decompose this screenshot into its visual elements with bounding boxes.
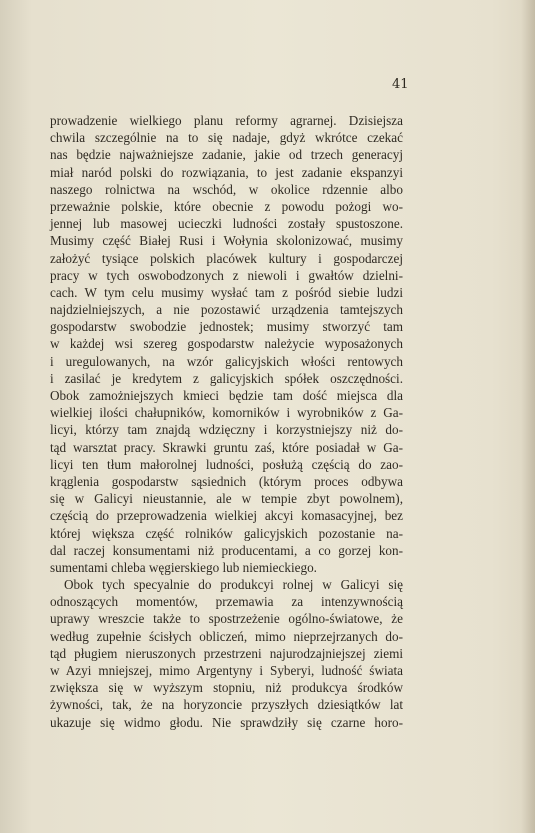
text-line: jennej lub masowej ucieczki ludności zostały spustoszone. <box>50 216 403 232</box>
text-line: gospodarstw swobodzie jednostek; musimy stworzyć tam <box>50 319 403 335</box>
text-line: wielkiej ilości chałupników, komorników i wyrobników z Ga- <box>50 405 403 421</box>
text-line: i zasilać je kredytem z galicyjskich spółek oszczędności. <box>50 370 403 386</box>
text-line: licyi, którzy tam znajdą wdzięczny i korzystniejszy niż do- <box>50 422 403 438</box>
text-line: sumentami chleba węgierskiego lub niemieckiego. <box>50 559 317 575</box>
text-line: odnoszących momentów, przemawia za intenzywnością <box>50 594 403 610</box>
text-line: przeważnie polskie, które obecnie z powodu pożogi wo- <box>50 198 403 214</box>
text-line: ukazuje się widmo głodu. Nie sprawdziły się czarne horo- <box>50 714 403 730</box>
text-line: prowadzenie wielkiego planu reformy agrarnej. Dzisiejsza <box>50 113 403 128</box>
text-line: tąd pługiem nieruszonych przestrzeni najurodzajniejszej ziemi <box>50 645 403 661</box>
page-number: 41 <box>392 77 409 92</box>
text-line: zwiększa się w wyższym stopniu, niż produkcya środków <box>50 680 403 696</box>
paragraph <box>50 576 403 731</box>
text-line: najdzielniejszych, a nie pozostawić urządzenia tamtejszych <box>50 302 403 318</box>
text-line: Obok zamożniejszych kmieci będzie tam dość miejsca dla <box>50 388 403 403</box>
body-text <box>50 112 403 731</box>
text-line: tąd warsztat pracy. Skrawki gruntu zaś, które posiadał w Ga- <box>50 439 403 455</box>
text-line: krąglenia gospodarstw sąsiednich (którym proces odbywa <box>50 473 403 489</box>
text-line: żywności, tak, że na horyzoncie przyszłych dziesiątków lat <box>50 697 403 713</box>
paragraph <box>50 112 403 576</box>
text-line: założyć tysiące polskich placówek kultury i gospodarczej <box>50 250 403 266</box>
text-line: w Azyi mniejszej, mimo Argentyny i Syberyi, ludność świata <box>50 663 403 678</box>
text-line: nas będzie najważniejsze zadanie, jakie od trzech generacyj <box>50 147 403 163</box>
text-line: uprawy wreszcie także to spostrzeżenie ogólno-światowe, że <box>50 611 403 627</box>
text-line: licyi ten tłum małorolnej ludności, posłużą częścią do zao- <box>50 456 403 472</box>
text-line: dal raczej konsumentami niż producentami, a co gorzej kon- <box>50 542 403 558</box>
text-line: i uregulowanych, na wzór galicyjskich włości rentowych <box>50 353 403 369</box>
text-line: według zupełnie ścisłych obliczeń, mimo nieprzejrzanych do- <box>50 628 403 644</box>
text-line: której większa część rolników galicyjskich pozostanie na- <box>50 525 403 541</box>
text-line: w każdej wsi szereg gospodarstw należycie wyposażonych <box>50 336 403 352</box>
text-line: chwila szczególnie na to się nadaje, gdyż wkrótce czekać <box>50 130 403 146</box>
text-line: Obok tych specyalnie do produkcyi rolnej w Galicyi się <box>64 577 403 593</box>
text-line: naszego rolnictwa na wschód, w okolice rdzennie albo <box>50 181 403 197</box>
text-line: cach. W tym celu musimy wysłać tam z pośród siebie ludzi <box>50 284 403 300</box>
page-edge-shadow <box>521 0 535 833</box>
text-line: pracy w tych oswobodzonych z niewoli i gwałtów dzielni- <box>50 267 403 283</box>
text-line: się w Galicyi nieustannie, ale w tempie zbyt powolnem), <box>50 491 403 507</box>
text-line: Musimy część Białej Rusi i Wołynia skolonizować, musimy <box>50 233 403 249</box>
text-line: miał naród polski do rozwiązania, to jest zadanie ekspanzyi <box>50 164 403 180</box>
text-line: częścią do przeprowadzenia wielkiej akcyi komasacyjnej, bez <box>50 508 403 524</box>
